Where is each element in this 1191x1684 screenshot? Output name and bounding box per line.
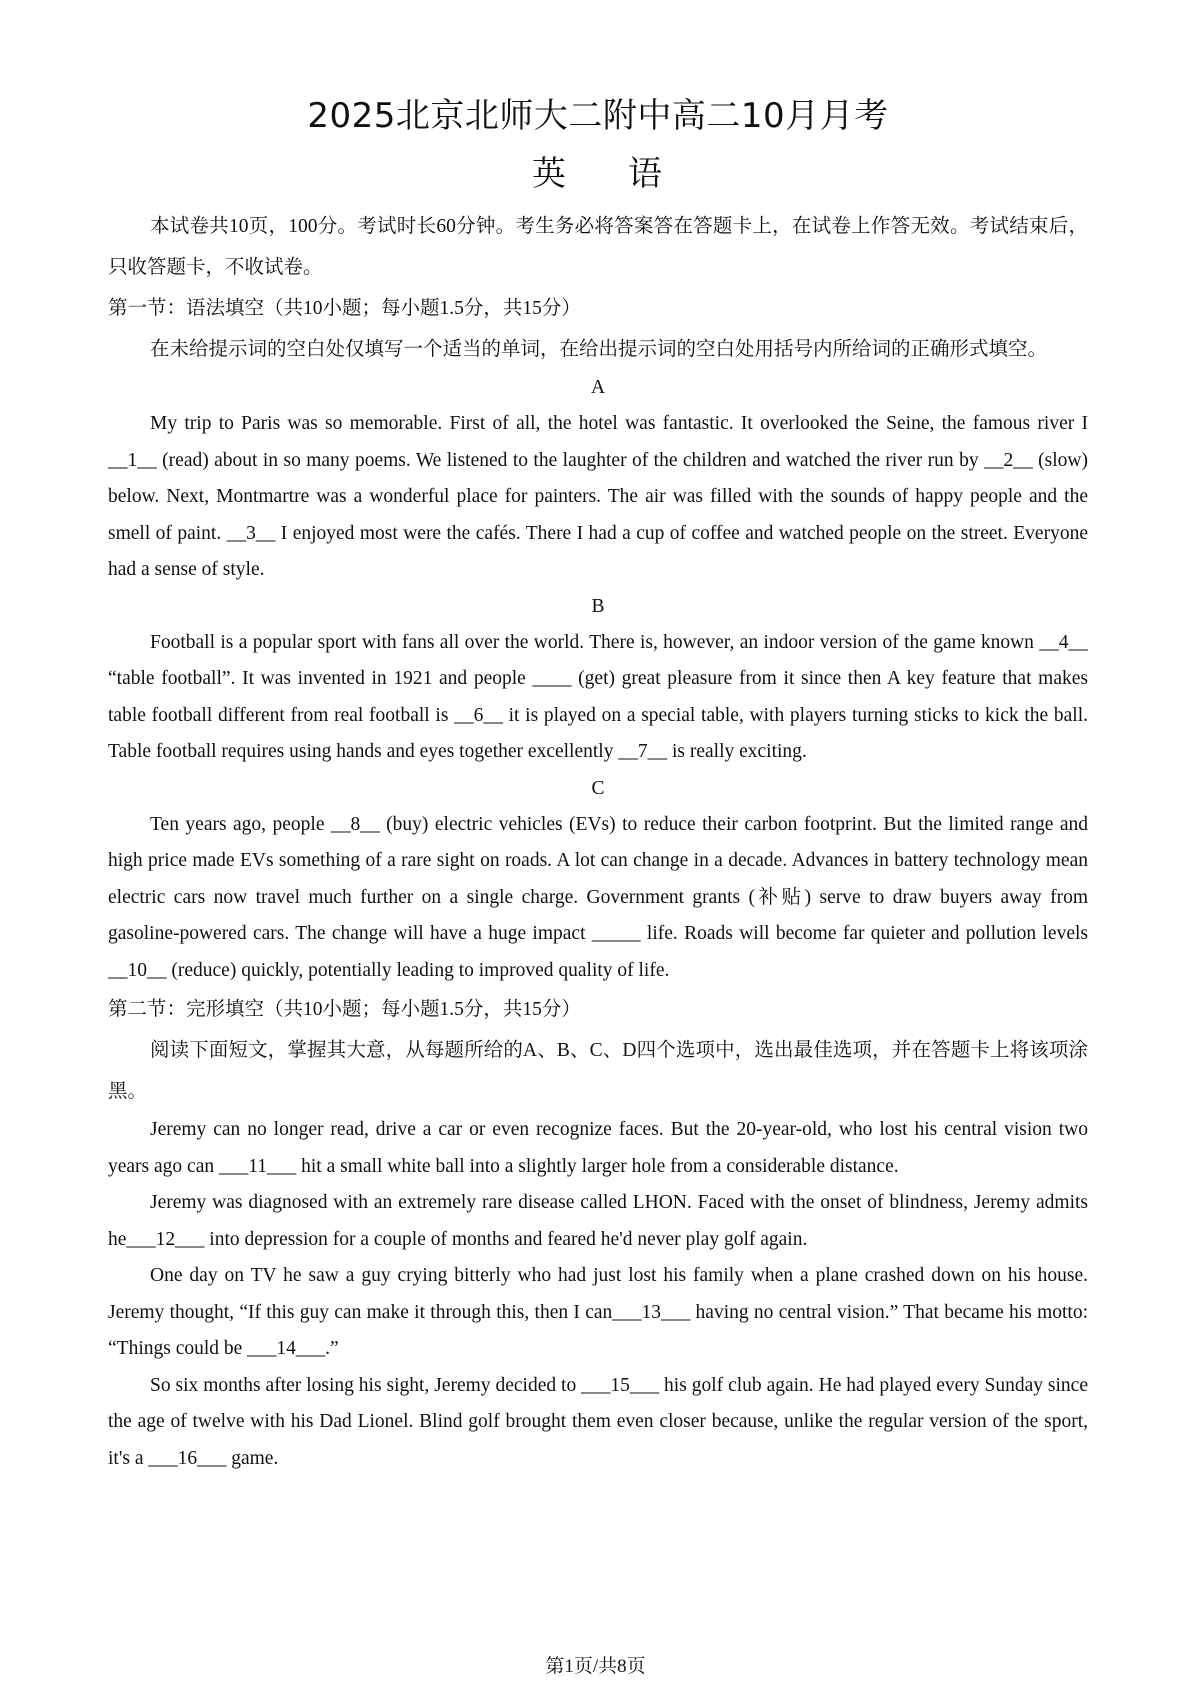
subject-char-2: 语	[628, 154, 664, 194]
section1-heading: 第一节：语法填空（共10小题；每小题1.5分，共15分）	[108, 298, 581, 319]
subject-heading	[108, 150, 1088, 198]
passage-a-text: My trip to Paris was so memorable. First of all, the hotel was fantastic. It overlooked the Seine, the famous river I __1__ (read) about in so many poems. We listened to the laughter of the children and watched the river run by __2__ (slow) below. Next, Montmartre was a wonderful place for painters. The air was filled with the sounds of happy people and the smell of paint. __3__ I enjoyed most were the cafés. There I had a cup of coffee and watched people on the street. Everyone had a sense of style.	[108, 413, 1088, 580]
passage-b-label: B	[591, 595, 605, 617]
passage-b-text: Football is a popular sport with fans all over the world. There is, however, an indoor version of the game known __4__ “table football”. It was invented in 1921 and people ____ (get) great pleasure from it since then A key feature that makes table football different from real football is __6__ it is played on a special table, with players turning sticks to kick the ball. Table football requires using hands and eyes together excellently __7__ is really exciting.	[108, 631, 1088, 762]
cloze-paragraph-2: Jeremy was diagnosed with an extremely rare disease called LHON. Faced with the onset of blindness, Jeremy admits he___12___ into depression for a couple of months and feared he'd never play golf again.	[108, 1192, 1088, 1250]
passage-c-label: C	[591, 777, 605, 799]
section2-heading: 第二节：完形填空（共10小题；每小题1.5分，共15分）	[108, 999, 581, 1020]
page-content	[108, 92, 1088, 1477]
page-number: 第1页/共8页	[545, 1656, 646, 1677]
passage-a-label: A	[590, 377, 606, 398]
exam-title: 2025北京北师大二附中高二10月月考	[307, 96, 889, 136]
passage-c-text: Ten years ago, people __8__ (buy) electric vehicles (EVs) to reduce their carbon footprint. But the limited range and high price made EVs something of a rare sight on roads. A lot can change in a decade. Advances in battery technology mean electric cars now travel much further on a single charge. Government grants (补贴) serve to draw buyers away from gasoline-powered cars. The change will have a huge impact _____ life. Roads will become far quieter and pollution levels __10__ (reduce) quickly, potentially leading to improved quality of life.	[108, 813, 1088, 981]
cloze-paragraph-1: Jeremy can no longer read, drive a car or even recognize faces. But the 20-year-old, who lost his central vision two years ago can ___11___ hit a small white ball into a slightly larger hole from a considerable distance.	[108, 1119, 1088, 1177]
section1-instruction: 在未给提示词的空白处仅填写一个适当的单词，在给出提示词的空白处用括号内所给词的正确形式填空。	[150, 339, 1048, 360]
cloze-paragraph-3: One day on TV he saw a guy crying bitterly who had just lost his family when a plane crashed down on his house. Jeremy thought, “If this guy can make it through this, then I can___13___ having no central vision.” That became his motto: “Things could be ___14___.”	[108, 1265, 1088, 1359]
section2-instruction: 阅读下面短文，掌握其大意，从每题所给的A、B、C、D四个选项中，选出最佳选项，并在答题卡上将该项涂黑。	[108, 1040, 1088, 1102]
subject-char-1: 英	[532, 154, 568, 194]
cloze-paragraph-4: So six months after losing his sight, Jeremy decided to ___15___ his golf club again. He had played every Sunday since the age of twelve with his Dad Lionel. Blind golf brought them even closer because, unlike the regular version of the sport, it's a ___16___ game.	[108, 1374, 1088, 1469]
exam-instructions: 本试卷共10页，100分。考试时长60分钟。考生务必将答案答在答题卡上，在试卷上作答无效。考试结束后，只收答题卡，不收试卷。	[108, 216, 1088, 278]
